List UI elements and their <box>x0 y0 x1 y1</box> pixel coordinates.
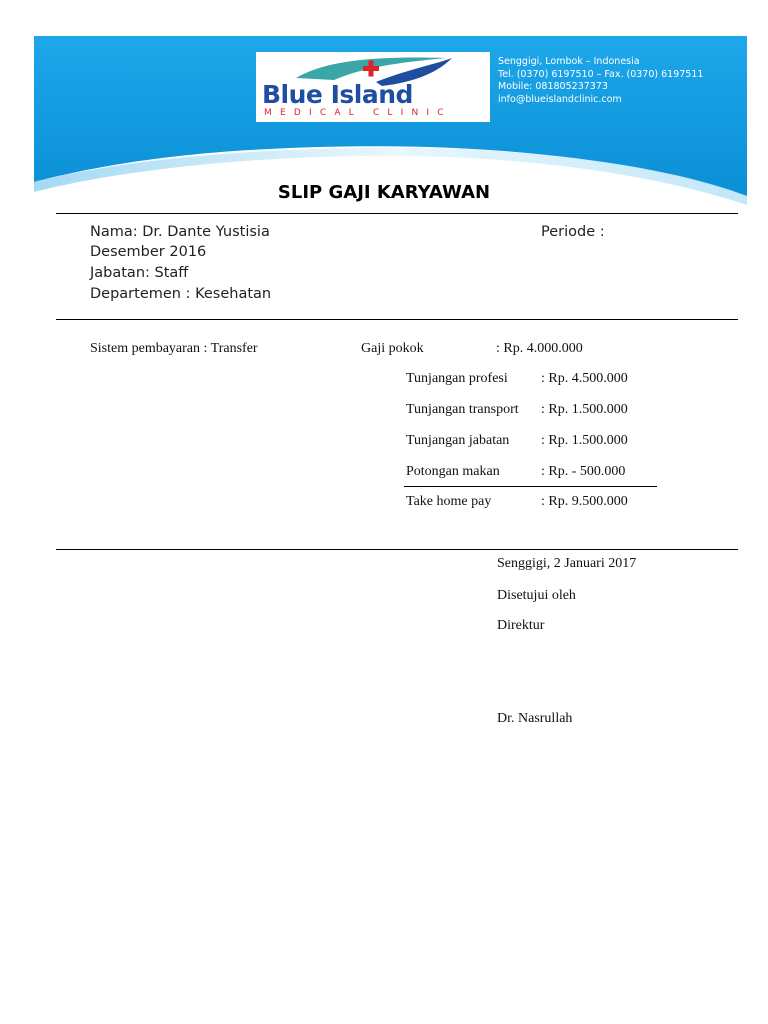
logo-name: Blue Island <box>262 80 413 109</box>
deduction-label: Potongan makan <box>406 464 500 479</box>
allowance-value: : Rp. 1.500.000 <box>541 433 628 448</box>
employee-jabatan: Jabatan: Staff <box>90 265 189 281</box>
clinic-logo <box>256 52 490 122</box>
periode-label: Periode : <box>541 224 605 240</box>
allowance-value: : Rp. 1.500.000 <box>541 402 628 417</box>
allowance-label: Tunjangan transport <box>406 402 519 417</box>
divider <box>56 549 738 550</box>
deduction-value: : Rp. - 500.000 <box>541 464 626 479</box>
divider <box>56 213 738 214</box>
employee-departemen: Departemen : Kesehatan <box>90 286 272 302</box>
payment-method: Sistem pembayaran : Transfer <box>90 341 258 356</box>
periode-value: Desember 2016 <box>90 244 207 260</box>
take-home-pay-label: Take home pay <box>406 494 492 509</box>
sum-line <box>404 486 657 487</box>
gaji-pokok-label: Gaji pokok <box>361 341 424 356</box>
allowance-label: Tunjangan jabatan <box>406 433 510 448</box>
signature-approved: Disetujui oleh <box>497 588 576 603</box>
contact-info <box>498 56 703 106</box>
gaji-pokok-value: : Rp. 4.000.000 <box>496 341 583 356</box>
contact-tel-fax: Tel. (0370) 6197510 – Fax. (0370) 6197511 <box>498 68 704 80</box>
signature-position: Direktur <box>497 618 545 633</box>
logo-subtitle: MEDICAL CLINIC <box>264 108 452 118</box>
allowance-label: Tunjangan profesi <box>406 371 508 386</box>
allowance-value: : Rp. 4.500.000 <box>541 371 628 386</box>
contact-address: Senggigi, Lombok – Indonesia <box>498 56 640 67</box>
contact-email: info@blueislandclinic.com <box>498 93 622 105</box>
take-home-pay-value: : Rp. 9.500.000 <box>541 494 628 509</box>
divider <box>56 319 738 320</box>
signature-name: Dr. Nasrullah <box>497 711 573 726</box>
employee-name: Nama: Dr. Dante Yustisia <box>90 224 270 240</box>
contact-mobile: Mobile: 081805237373 <box>498 81 608 92</box>
page-title: SLIP GAJI KARYAWAN <box>277 182 491 203</box>
signature-place-date: Senggigi, 2 Januari 2017 <box>497 556 637 571</box>
